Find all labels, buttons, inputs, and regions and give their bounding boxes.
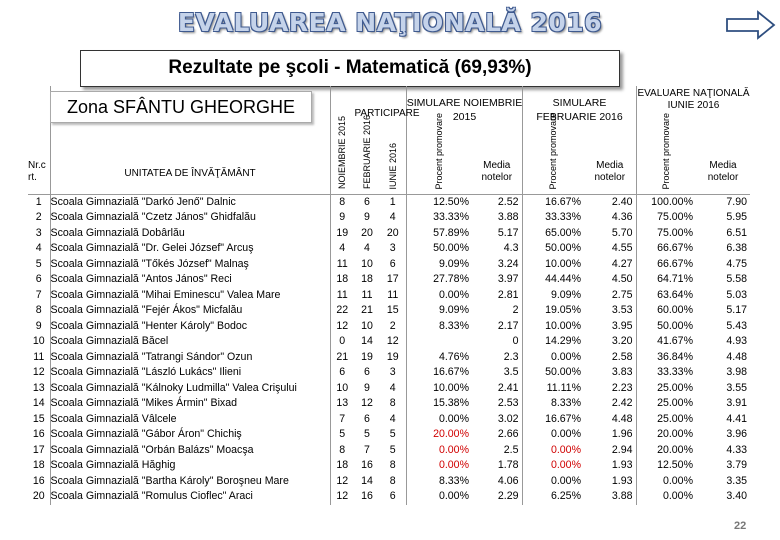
page-number: 22 (734, 520, 747, 532)
row-part-iun: 8 (380, 458, 406, 474)
row-school: Scoala Gimnazială "László Lukács" Ilieni (50, 365, 330, 381)
row-procent-feb: 19.05% (545, 304, 581, 316)
header-procent-noi: SIMULARE NOIEMBRIE 2015 Procent promovare (406, 86, 472, 194)
row-procent-ev: 25.00% (657, 397, 693, 409)
row-media-ev: 6.38 (726, 242, 747, 254)
row-media-ev: 5.95 (726, 211, 747, 223)
row-part-noi: 12 (336, 474, 349, 487)
row-procent-noi: 27.78% (433, 273, 469, 285)
row-procent-ev: 100.00% (651, 195, 693, 208)
row-procent-ev: 20.00% (657, 443, 693, 456)
row-part-noi: 8 (339, 443, 346, 456)
table-row (28, 288, 750, 304)
row-part-feb: 12 (361, 397, 373, 409)
row-media-feb: 2.75 (584, 288, 636, 304)
row-media-ev: 3.91 (726, 397, 747, 409)
row-nr: 11 (28, 350, 50, 366)
row-media-ev: 3.40 (726, 490, 747, 502)
row-procent-ev: 36.84% (657, 350, 693, 363)
row-part-feb: 6 (364, 412, 370, 425)
row-media-ev: 4.93 (726, 335, 747, 347)
row-part-feb: 7 (364, 443, 370, 456)
table-row (28, 319, 750, 335)
row-procent-feb: 8.33% (550, 397, 581, 409)
row-school: Scoala Gimnazială "Kálnoky Ludmilla" Valea Crişului (50, 381, 330, 397)
table-row (28, 350, 750, 366)
table-row (28, 458, 750, 474)
row-procent-noi: 33.33% (433, 211, 469, 223)
row-school: Scoala Gimnazială "Antos János" Reci (50, 272, 330, 288)
row-school: Scoala Gimnazială Hăghig (50, 458, 330, 474)
row-nr: 9 (28, 319, 50, 335)
row-media-feb: 2.40 (584, 194, 636, 210)
row-nr: 18 (28, 458, 50, 474)
row-nr: 2 (28, 210, 50, 226)
row-media-feb: 4.48 (584, 412, 636, 428)
row-nr: 6 (28, 272, 50, 288)
row-part-feb: 10 (361, 257, 373, 270)
row-media-noi: 2 (472, 303, 522, 319)
row-part-iun: 5 (380, 443, 406, 459)
row-part-noi: 11 (336, 288, 348, 301)
row-media-ev: 4.41 (726, 412, 747, 425)
table-row (28, 210, 750, 226)
row-media-ev: 5.43 (726, 319, 747, 332)
row-school: Scoala Gimnazială "Dr. Gelei József" Arcuş (50, 241, 330, 257)
row-procent-noi: 15.38% (433, 397, 469, 409)
row-procent-ev: 63.64% (657, 288, 693, 301)
row-part-noi: 9 (339, 211, 346, 223)
row-media-feb: 3.95 (584, 319, 636, 335)
zone-label: Zona SFÂNTU GHEORGHE (50, 91, 312, 123)
row-part-iun: 1 (380, 194, 406, 210)
row-school: Scoala Gimnazială "Darkó Jenő" Dalnic (50, 194, 330, 210)
row-media-noi: 3.88 (472, 210, 522, 226)
row-media-noi: 2.41 (472, 381, 522, 397)
row-school: Scoala Gimnazială Băcel (50, 334, 330, 350)
row-school: Scoala Gimnazială "Tatrangi Sándor" Ozun (50, 350, 330, 366)
header-procent-ev: EVALUARE NAŢIONALĂ IUNIE 2016 Procent promovare (636, 86, 696, 194)
row-procent-noi: 12.50% (433, 195, 469, 208)
row-media-feb: 2.23 (584, 381, 636, 397)
row-school: Scoala Gimnazială "Czetz János" Ghidfalău (50, 210, 330, 226)
row-procent-noi: 20.00% (433, 428, 469, 440)
header-noi: NOIEMBRIE 2015 (330, 86, 354, 194)
row-procent-feb: 10.00% (545, 319, 581, 332)
row-part-iun: 4 (380, 381, 406, 397)
row-nr: 17 (28, 443, 50, 459)
row-procent-feb: 0.00% (550, 443, 581, 456)
row-procent-noi: 0.00% (438, 412, 469, 425)
row-media-noi: 2.81 (472, 288, 522, 304)
row-part-feb: 9 (364, 211, 370, 223)
row-procent-ev: 25.00% (657, 412, 693, 425)
row-media-noi: 2.53 (472, 396, 522, 412)
row-procent-ev: 33.33% (657, 366, 693, 378)
row-part-noi: 8 (339, 195, 346, 208)
row-part-noi: 22 (336, 304, 349, 316)
row-nr: 1 (28, 194, 50, 210)
row-media-ev: 7.90 (726, 195, 747, 208)
row-media-noi: 3.02 (472, 412, 522, 428)
row-part-feb: 9 (364, 381, 370, 394)
row-nr: 3 (28, 226, 50, 242)
table-row (28, 272, 750, 288)
row-part-iun: 17 (380, 272, 406, 288)
row-media-noi: 1.78 (472, 458, 522, 474)
row-media-feb: 3.20 (584, 334, 636, 350)
row-school: Scoala Gimnazială "Mihai Eminescu" Valea Mare (50, 288, 330, 304)
row-part-iun: 12 (380, 334, 406, 350)
row-school: Scoala Gimnazială Dobârlău (50, 226, 330, 242)
row-media-feb: 4.27 (584, 257, 636, 273)
row-procent-feb: 50.00% (545, 366, 581, 378)
row-procent-ev: 75.00% (657, 211, 693, 223)
row-school: Scoala Gimnazială "Tőkés József" Malnaş (50, 257, 330, 273)
row-procent-feb: 0.00% (550, 474, 581, 487)
row-part-feb: 10 (361, 319, 373, 332)
row-nr: 15 (28, 412, 50, 428)
subtitle: Rezultate pe şcoli - Matematică (69,93%) (80, 50, 620, 87)
header-media-ev: Media notelor (696, 86, 750, 194)
table-row (28, 474, 750, 490)
row-media-feb: 5.70 (584, 226, 636, 242)
row-procent-noi: 8.33% (438, 474, 469, 487)
table-row (28, 334, 750, 350)
row-procent-feb: 9.09% (550, 288, 581, 301)
row-part-feb: 4 (364, 242, 370, 254)
row-procent-feb: 10.00% (545, 257, 581, 270)
row-procent-noi: 9.09% (438, 257, 469, 270)
row-media-feb: 3.83 (584, 365, 636, 381)
row-part-feb: 14 (361, 474, 373, 487)
row-nr: 16 (28, 427, 50, 443)
row-part-noi: 18 (336, 273, 349, 285)
header-sim-feb: SIMULARE FEBRUARIE 2016 (536, 97, 623, 123)
row-part-iun: 4 (380, 412, 406, 428)
row-nr: 8 (28, 303, 50, 319)
row-media-noi: 2.17 (472, 319, 522, 335)
row-media-feb: 2.58 (584, 350, 636, 366)
header-procent-feb: SIMULARE FEBRUARIE 2016 Procent promovare (522, 86, 584, 194)
table-row (28, 381, 750, 397)
row-media-feb: 3.88 (584, 489, 636, 505)
header-unitate: UNITATEA DE ÎNVĂŢĂMÂNT (50, 86, 330, 194)
row-media-ev: 3.79 (726, 459, 747, 471)
row-procent-noi (406, 334, 472, 350)
row-part-noi: 5 (339, 428, 346, 440)
row-procent-feb: 11.11% (546, 381, 581, 394)
row-part-iun: 2 (380, 319, 406, 335)
row-part-noi: 18 (336, 459, 349, 471)
row-part-feb: 19 (361, 350, 373, 363)
row-part-feb: 5 (364, 428, 370, 440)
row-part-feb: 21 (361, 304, 373, 316)
table-row (28, 241, 750, 257)
row-media-ev: 5.58 (726, 273, 747, 285)
row-part-feb: 11 (361, 288, 373, 301)
header-ev: EVALUARE NAŢIONALĂ IUNIE 2016 (637, 88, 750, 111)
row-part-noi: 12 (336, 490, 349, 502)
row-media-ev: 3.35 (726, 474, 747, 487)
row-media-ev: 3.55 (726, 381, 747, 394)
header-participare: PARTICIPARE (354, 108, 420, 119)
row-procent-noi: 0.00% (438, 288, 469, 301)
row-procent-feb: 0.00% (550, 350, 581, 363)
row-procent-ev: 25.00% (657, 381, 693, 394)
row-media-ev: 4.48 (726, 350, 747, 363)
row-part-noi: 4 (339, 242, 346, 254)
row-procent-feb: 65.00% (545, 226, 581, 239)
row-part-feb: 6 (364, 195, 370, 208)
row-procent-ev: 20.00% (657, 428, 693, 440)
row-procent-ev: 12.50% (657, 459, 693, 471)
row-media-noi: 4.06 (472, 474, 522, 490)
row-procent-noi: 0.00% (438, 490, 469, 502)
row-procent-ev: 64.71% (657, 273, 693, 285)
table-row (28, 226, 750, 242)
row-part-iun: 8 (380, 474, 406, 490)
row-part-noi: 11 (336, 257, 348, 270)
header-feb: PARTICIPARE FEBRUARIE 2016 (354, 86, 380, 194)
row-nr: 12 (28, 365, 50, 381)
row-procent-noi: 9.09% (438, 304, 469, 316)
table-row (28, 412, 750, 428)
row-part-noi: 13 (336, 397, 349, 409)
results-table (28, 86, 750, 505)
row-part-noi: 19 (336, 226, 349, 239)
row-media-feb: 1.93 (584, 474, 636, 490)
table-row (28, 257, 750, 273)
row-school: Scoala Gimnazială "Romulus Cioflec" Araci (50, 489, 330, 505)
row-part-feb: 16 (361, 459, 373, 471)
row-part-feb: 18 (361, 273, 373, 285)
row-media-noi: 5.17 (472, 226, 522, 242)
row-procent-noi: 8.33% (438, 319, 469, 332)
row-part-feb: 20 (361, 226, 373, 239)
row-part-feb: 6 (364, 366, 370, 378)
row-part-iun: 19 (380, 350, 406, 366)
row-media-feb: 2.42 (584, 396, 636, 412)
row-procent-ev: 0.00% (662, 490, 693, 502)
row-nr: 4 (28, 241, 50, 257)
row-procent-noi: 57.89% (433, 226, 469, 239)
arrow-right-icon[interactable] (726, 10, 776, 40)
row-part-iun: 8 (380, 396, 406, 412)
row-procent-ev: 75.00% (657, 226, 693, 239)
row-school: Scoala Gimnazială "Mikes Ármin" Bixad (50, 396, 330, 412)
row-media-noi: 4.3 (472, 241, 522, 257)
row-media-noi: 2.29 (472, 489, 522, 505)
table-row (28, 427, 750, 443)
row-procent-feb: 33.33% (545, 211, 581, 223)
row-part-iun: 6 (380, 489, 406, 505)
row-media-feb: 4.55 (584, 241, 636, 257)
row-part-noi: 6 (339, 366, 346, 378)
row-media-noi: 2.52 (472, 194, 522, 210)
row-media-ev: 5.17 (726, 304, 747, 316)
row-procent-ev: 66.67% (657, 242, 693, 254)
row-media-noi: 3.97 (472, 272, 522, 288)
row-nr: 14 (28, 396, 50, 412)
row-procent-feb: 44.44% (545, 273, 581, 285)
table-row (28, 443, 750, 459)
row-procent-ev: 0.00% (662, 474, 693, 487)
table-row (28, 365, 750, 381)
row-part-iun: 20 (380, 226, 406, 242)
row-part-iun: 3 (380, 365, 406, 381)
row-nr: 20 (28, 489, 50, 505)
row-nr: 16 (28, 474, 50, 490)
row-school: Scoala Gimnazială Vâlcele (50, 412, 330, 428)
row-part-noi: 7 (339, 412, 346, 425)
row-part-noi: 10 (336, 381, 349, 394)
row-nr: 13 (28, 381, 50, 397)
row-media-noi: 2.5 (472, 443, 522, 459)
table-row (28, 303, 750, 319)
row-media-ev: 4.33 (726, 443, 747, 456)
header-nr: Nr.c rt. (28, 86, 50, 194)
row-part-noi: 21 (336, 350, 349, 363)
row-procent-ev: 66.67% (657, 257, 693, 270)
row-part-iun: 3 (380, 241, 406, 257)
row-media-noi: 2.3 (472, 350, 522, 366)
row-procent-feb: 16.67% (545, 195, 581, 208)
header-sim-noi: SIMULARE NOIEMBRIE 2015 (406, 97, 523, 123)
row-school: Scoala Gimnazială "Gábor Áron" Chichiş (50, 427, 330, 443)
row-media-feb: 2.94 (584, 443, 636, 459)
table-row (28, 489, 750, 505)
row-procent-feb: 16.67% (545, 412, 581, 425)
row-media-feb: 1.96 (584, 427, 636, 443)
row-procent-noi: 10.00% (433, 381, 469, 394)
row-procent-ev: 50.00% (657, 319, 693, 332)
row-media-ev: 6.51 (726, 226, 747, 239)
row-media-feb: 3.53 (584, 303, 636, 319)
row-procent-noi: 0.00% (438, 443, 469, 456)
table-row (28, 194, 750, 210)
row-media-ev: 3.96 (726, 428, 747, 440)
row-procent-noi: 0.00% (438, 459, 469, 471)
row-media-feb: 4.50 (584, 272, 636, 288)
row-part-iun: 15 (380, 303, 406, 319)
row-procent-noi: 4.76% (438, 350, 469, 363)
row-media-ev: 3.98 (726, 366, 747, 378)
row-media-noi: 3.5 (472, 365, 522, 381)
row-procent-noi: 50.00% (433, 242, 469, 254)
row-school: Scoala Gimnazială "Bartha Károly" Boroşneu Mare (50, 474, 330, 490)
row-procent-noi: 16.67% (433, 366, 469, 378)
row-part-iun: 11 (380, 288, 406, 304)
row-school: Scoala Gimnazială "Fejér Ákos" Micfalău (50, 303, 330, 319)
row-school: Scoala Gimnazială "Orbán Balázs" Moacşa (50, 443, 330, 459)
header-media-feb: Media notelor (584, 86, 636, 194)
row-media-noi: 0 (472, 334, 522, 350)
header-media-noi: Media notelor (472, 86, 522, 194)
row-procent-feb: 14.29% (545, 335, 581, 347)
row-procent-feb: 6.25% (550, 490, 581, 502)
row-school: Scoala Gimnazială "Henter Károly" Bodoc (50, 319, 330, 335)
row-procent-feb: 0.00% (550, 428, 581, 440)
header-iun: IUNIE 2016 (380, 86, 406, 194)
row-media-noi: 3.24 (472, 257, 522, 273)
row-nr: 7 (28, 288, 50, 304)
row-media-ev: 5.03 (726, 288, 747, 301)
page-title: EVALUAREA NAŢIONALĂ 2016 (177, 8, 603, 37)
row-procent-feb: 50.00% (545, 242, 581, 254)
row-procent-feb: 0.00% (550, 459, 581, 471)
row-part-feb: 16 (361, 490, 373, 502)
row-media-ev: 4.75 (726, 257, 747, 270)
row-nr: 5 (28, 257, 50, 273)
row-media-feb: 4.36 (584, 210, 636, 226)
row-part-iun: 4 (380, 210, 406, 226)
row-nr: 10 (28, 334, 50, 350)
row-part-feb: 14 (361, 335, 373, 347)
row-part-noi: 0 (339, 335, 346, 347)
row-media-noi: 2.66 (472, 427, 522, 443)
row-part-iun: 6 (380, 257, 406, 273)
row-procent-ev: 60.00% (657, 304, 693, 316)
row-media-feb: 1.93 (584, 458, 636, 474)
row-part-noi: 12 (336, 319, 349, 332)
row-procent-ev: 41.67% (657, 335, 693, 347)
row-part-iun: 5 (380, 427, 406, 443)
table-row (28, 396, 750, 412)
